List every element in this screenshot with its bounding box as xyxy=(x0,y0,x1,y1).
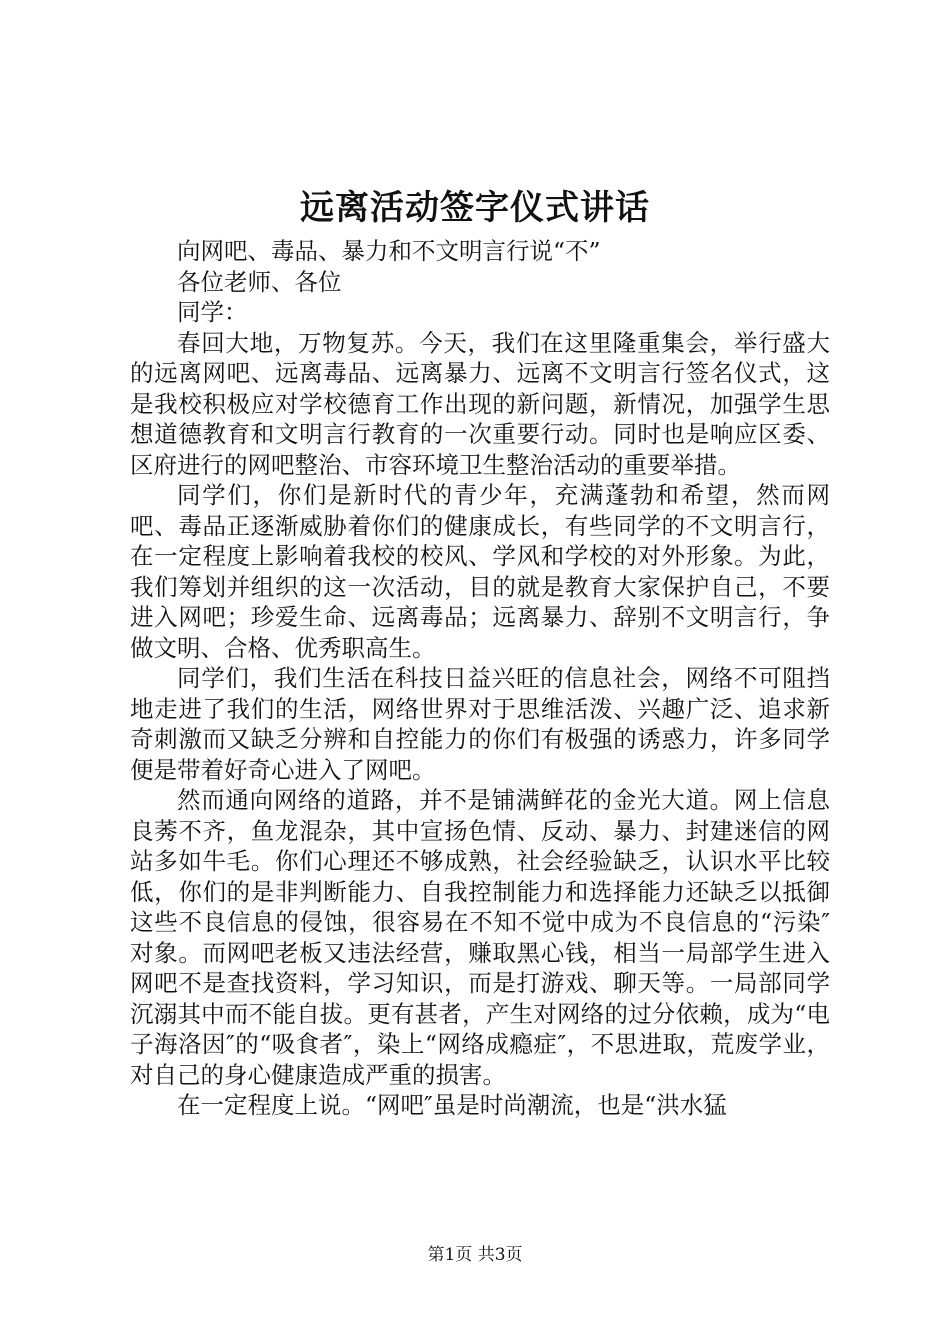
paragraph-4: 然而通向网络的道路，并不是铺满鲜花的金光大道。网上信息良莠不齐，鱼龙混杂，其中宣扬色情、反动、暴力、封建迷信的网站多如牛毛。你们心理还不够成熟，社会经验缺乏，认识水平比较低，你们的是非判断能力、自我控制能力和选择能力还缺乏以抵御这些不良信息的侵蚀，很容易在不知不觉中成为不良信息的“污染″对象。而网吧老板又违法经营，赚取黑心钱，相当一局部学生进入网吧不是查找资料，学习知识，而是打游戏、聊天等。一局部同学沉溺其中而不能自拔。更有甚者，产生对网络的过分依赖，成为“电子海洛因″的“吸食者″，染上“网络成瘾症″，不思进取，荒废学业，对自己的身心健康造成严重的损害。 xyxy=(130,786,830,1089)
document-title: 远离活动签字仪式讲话 xyxy=(300,188,650,228)
paragraph-1: 春回大地，万物复苏。今天，我们在这里隆重集会，举行盛大的远离网吧、远离毒品、远离暴力、远离不文明言行签名仪式，这是我校积极应对学校德育工作出现的新问题，新情况，加强学生思想道德教育和文明言行教育的一次重要行动。同时也是响应区委、区府进行的网吧整治、市容环境卫生整治活动的重要举措。 xyxy=(130,328,830,479)
greeting-line-2: 同学： xyxy=(177,298,248,326)
paragraph-3: 同学们，我们生活在科技日益兴旺的信息社会，网络不可阻挡地走进了我们的生活，网络世界对于思维活泼、兴趣广泛、追求新奇刺激而又缺乏分辨和自控能力的你们有极强的诱惑力，许多同学便是带着好奇心进入了网吧。 xyxy=(130,664,830,784)
paragraph-2: 同学们，你们是新时代的青少年，充满蓬勃和希望，然而网吧、毒品正逐渐威胁着你们的健康成长，有些同学的不文明言行，在一定程度上影响着我校的校风、学风和学校的对外形象。为此，我们筹划并组织的这一次活动，目的就是教育大家保护自己，不要进入网吧；珍爱生命、远离毒品；远离暴力、辞别不文明言行，争做文明、合格、优秀职高生。 xyxy=(130,481,830,662)
document-body xyxy=(130,236,830,1121)
greeting-line-1: 各位老师、各位 xyxy=(177,267,342,296)
page-footer: 第1页 共3页 xyxy=(427,1245,523,1265)
paragraph-5: 在一定程度上说。“网吧″虽是时尚潮流，也是“洪水猛 xyxy=(177,1091,727,1119)
subtitle-line: 向网吧、毒品、暴力和不文明言行说“不” xyxy=(177,237,601,265)
